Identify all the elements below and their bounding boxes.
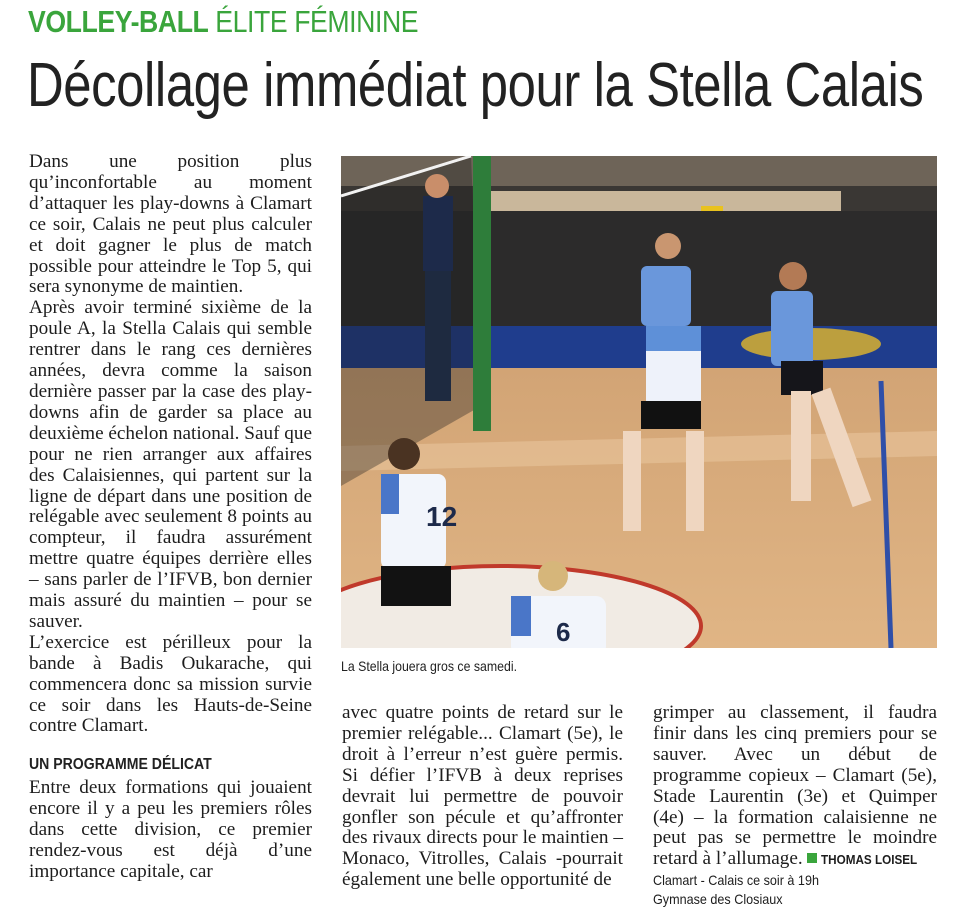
kicker-sport: VOLLEY-BALL	[28, 4, 209, 39]
kicker-level: ÉLITE FÉMININE	[215, 4, 419, 39]
photo-caption: La Stella jouera gros ce samedi.	[341, 658, 517, 674]
paragraph-3: L’exercice est périlleux pour la bande à Badis Oukarache, qui commencera donc sa mission survie ce soir dans les Hauts-de-Seine contre Clamart.	[29, 631, 312, 737]
article-photo	[341, 156, 937, 648]
section-kicker	[28, 4, 418, 40]
article-column-1	[29, 152, 312, 883]
jersey-number-12: 12	[426, 501, 458, 532]
match-info-time: Clamart - Calais ce soir à 19h	[653, 872, 819, 889]
paragraph-intro: Dans une position plus qu’inconfortable au moment d’attaquer les play-downs à Clamart ce soir, Calais ne peut plus calculer et doit gagner le plus de match possible pour atteindre le Top 5, qui sera synonyme de maintien.	[29, 151, 312, 298]
article-column-3	[653, 703, 937, 909]
match-info-venue: Gymnase des Closiaux	[653, 891, 783, 908]
paragraph-6	[653, 703, 937, 871]
paragraph-6-text: grimper au classement, il faudra finir dans les cinq premiers pour se sauver. Avec un début de programme copieux – Clamart (5e), Stade Laurentin (3e) et Quimper (4e) – la formation calaisienne ne peut pas se permettre le moindre retard à l’allumage.	[653, 702, 937, 870]
paragraph-4: Entre deux formations qui jouaient encore il y a peu les premiers rôles dans cette division, ce premier rendez-vous est déjà d’une importance capitale, car	[29, 777, 312, 882]
author-marker-icon	[807, 853, 817, 863]
article-column-2	[342, 703, 623, 891]
jersey-number-6: 6	[556, 617, 571, 647]
paragraph-5: avec quatre points de retard sur le premier relégable... Clamart (5e), le droit à l’erreur n’est guère permis. Si défier l’IFVB à deux reprises devrait lui permettre de pouvoir gonfler son pécule et qu’affronter des rivaux directs pour le maintien – Monaco, Vitrolles, Calais -pourrait également une belle opportunité de	[342, 702, 623, 891]
article-headline: Décollage immédiat pour la Stella Calais	[27, 51, 924, 120]
article-subheading: UN PROGRAMME DÉLICAT	[29, 756, 212, 774]
paragraph-2: Après avoir terminé sixième de la poule A, la Stella Calais qui semble rentrer dans le rang ces dernières années, devra comme la saison dernière passer par la case des play-downs afin de garder sa place au deuxième échelon national. Sauf que pour ne rien arranger aux affaires des Calaisiennes, qui partent sur la ligne de départ dans une position de relégable avec seulement 8 points au compteur, il faudra assurément mettre quatre équipes derrière elles – sans parler de l’IFVB, bon dernier mais assuré du maintien – pour se sauver.	[29, 297, 312, 632]
author-byline: THOMAS LOISEL	[820, 852, 917, 868]
